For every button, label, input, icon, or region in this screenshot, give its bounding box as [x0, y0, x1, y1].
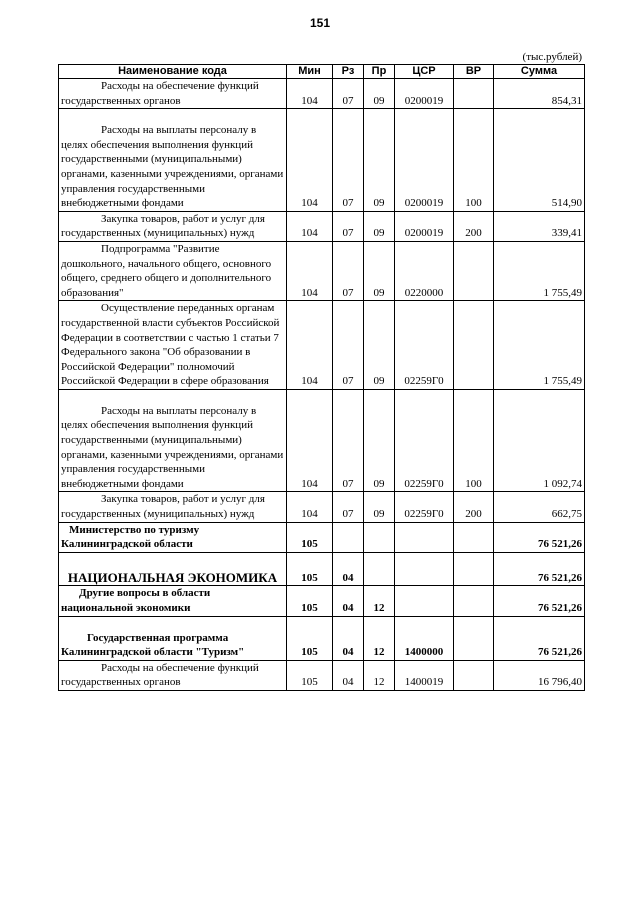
row-vr: 100: [454, 389, 494, 492]
table-row: [59, 552, 585, 586]
row-sum: 662,75: [494, 492, 585, 522]
row-sum: 76 521,26: [494, 616, 585, 660]
row-csr: [395, 586, 454, 616]
page-number: 151: [309, 16, 331, 30]
row-rz: 07: [333, 301, 364, 390]
row-name: НАЦИОНАЛЬНАЯ ЭКОНОМИКА: [59, 552, 287, 586]
row-rz: 07: [333, 492, 364, 522]
row-sum: 76 521,26: [494, 552, 585, 586]
header-pr: Пр: [364, 65, 395, 79]
row-sum: 16 796,40: [494, 660, 585, 690]
row-name: Другие вопросы в области национальной экономики: [59, 586, 287, 616]
row-min: 104: [287, 109, 333, 212]
row-rz: 07: [333, 109, 364, 212]
row-sum: 1 092,74: [494, 389, 585, 492]
row-pr: 09: [364, 211, 395, 241]
header-min: Мин: [287, 65, 333, 79]
row-vr: [454, 586, 494, 616]
row-pr: [364, 522, 395, 552]
row-min: 105: [287, 522, 333, 552]
row-min: 104: [287, 241, 333, 300]
row-min: 104: [287, 211, 333, 241]
table-row: [59, 211, 585, 241]
table-row: [59, 301, 585, 390]
row-vr: [454, 522, 494, 552]
header-rz: Рз: [333, 65, 364, 79]
table-row: [59, 616, 585, 660]
row-pr: 12: [364, 616, 395, 660]
row-pr: 09: [364, 241, 395, 300]
row-vr: [454, 616, 494, 660]
row-sum: 1 755,49: [494, 241, 585, 300]
row-csr: 1400019: [395, 660, 454, 690]
row-sum: 854,31: [494, 79, 585, 109]
table-row: [59, 660, 585, 690]
row-vr: [454, 660, 494, 690]
row-vr: [454, 241, 494, 300]
row-vr: [454, 301, 494, 390]
header-csr: ЦСР: [395, 65, 454, 79]
row-min: 105: [287, 660, 333, 690]
table-row: [59, 586, 585, 616]
row-name: Расходы на обеспечение функций государственных органов: [59, 660, 287, 690]
row-name: Осуществление переданных органам государственной власти субъектов Российской Федерации в соответствии с частью 1 статьи 7 Федерального закона "Об образовании в Российской Федерации" полномочий Российской Федерации в сфере образования: [59, 301, 287, 390]
header-vr: ВР: [454, 65, 494, 79]
budget-table: [58, 64, 585, 691]
row-name: Расходы на выплаты персоналу в целях обеспечения выполнения функций государственными (муниципальными) органами, казенными учреждениями, органами управления государственными внебюджетными фондами: [59, 389, 287, 492]
row-pr: 12: [364, 660, 395, 690]
row-name: Расходы на выплаты персоналу в целях обеспечения выполнения функций государственными (муниципальными) органами, казенными учреждениями, органами управления государственными внебюджетными фондами: [59, 109, 287, 212]
header-name: Наименование кода: [59, 65, 287, 79]
row-min: 105: [287, 616, 333, 660]
units-label: (тыс.рублей): [522, 51, 582, 63]
table-row: [59, 241, 585, 300]
row-csr: 0200019: [395, 79, 454, 109]
row-rz: 07: [333, 241, 364, 300]
row-pr: 09: [364, 389, 395, 492]
row-vr: [454, 552, 494, 586]
header-sum: Сумма: [494, 65, 585, 79]
row-csr: [395, 522, 454, 552]
row-vr: 100: [454, 109, 494, 212]
table-header-row: [59, 65, 585, 79]
row-pr: 09: [364, 492, 395, 522]
row-rz: 04: [333, 660, 364, 690]
row-rz: 07: [333, 389, 364, 492]
row-csr: 0200019: [395, 109, 454, 212]
table-row: [59, 389, 585, 492]
row-sum: 1 755,49: [494, 301, 585, 390]
row-sum: 76 521,26: [494, 522, 585, 552]
row-pr: 09: [364, 109, 395, 212]
row-rz: [333, 522, 364, 552]
row-min: 105: [287, 586, 333, 616]
row-csr: 0200019: [395, 211, 454, 241]
row-min: 104: [287, 79, 333, 109]
row-min: 104: [287, 301, 333, 390]
row-csr: 02259Г0: [395, 492, 454, 522]
row-vr: 200: [454, 492, 494, 522]
row-min: 105: [287, 552, 333, 586]
row-sum: 76 521,26: [494, 586, 585, 616]
table-row: [59, 522, 585, 552]
table-row: [59, 109, 585, 212]
row-rz: 07: [333, 211, 364, 241]
table-row: [59, 79, 585, 109]
table-row: [59, 492, 585, 522]
row-pr: 09: [364, 301, 395, 390]
row-name: Подпрограмма "Развитие дошкольного, начального общего, основного общего, среднего общего и дополнительного образования": [59, 241, 287, 300]
row-csr: [395, 552, 454, 586]
row-csr: 0220000: [395, 241, 454, 300]
row-sum: 339,41: [494, 211, 585, 241]
row-pr: 09: [364, 79, 395, 109]
row-rz: 04: [333, 586, 364, 616]
row-csr: 1400000: [395, 616, 454, 660]
row-sum: 514,90: [494, 109, 585, 212]
row-vr: 200: [454, 211, 494, 241]
row-name: Министерство по туризму Калининградской области: [59, 522, 287, 552]
row-pr: [364, 552, 395, 586]
row-rz: 07: [333, 79, 364, 109]
row-rz: 04: [333, 552, 364, 586]
row-min: 104: [287, 389, 333, 492]
row-pr: 12: [364, 586, 395, 616]
row-name: Закупка товаров, работ и услуг для государственных (муниципальных) нужд: [59, 492, 287, 522]
row-name: Закупка товаров, работ и услуг для государственных (муниципальных) нужд: [59, 211, 287, 241]
row-min: 104: [287, 492, 333, 522]
row-csr: 02259Г0: [395, 389, 454, 492]
row-name: Расходы на обеспечение функций государственных органов: [59, 79, 287, 109]
row-csr: 02259Г0: [395, 301, 454, 390]
row-vr: [454, 79, 494, 109]
row-rz: 04: [333, 616, 364, 660]
row-name: Государственная программа Калининградской области "Туризм": [59, 616, 287, 660]
